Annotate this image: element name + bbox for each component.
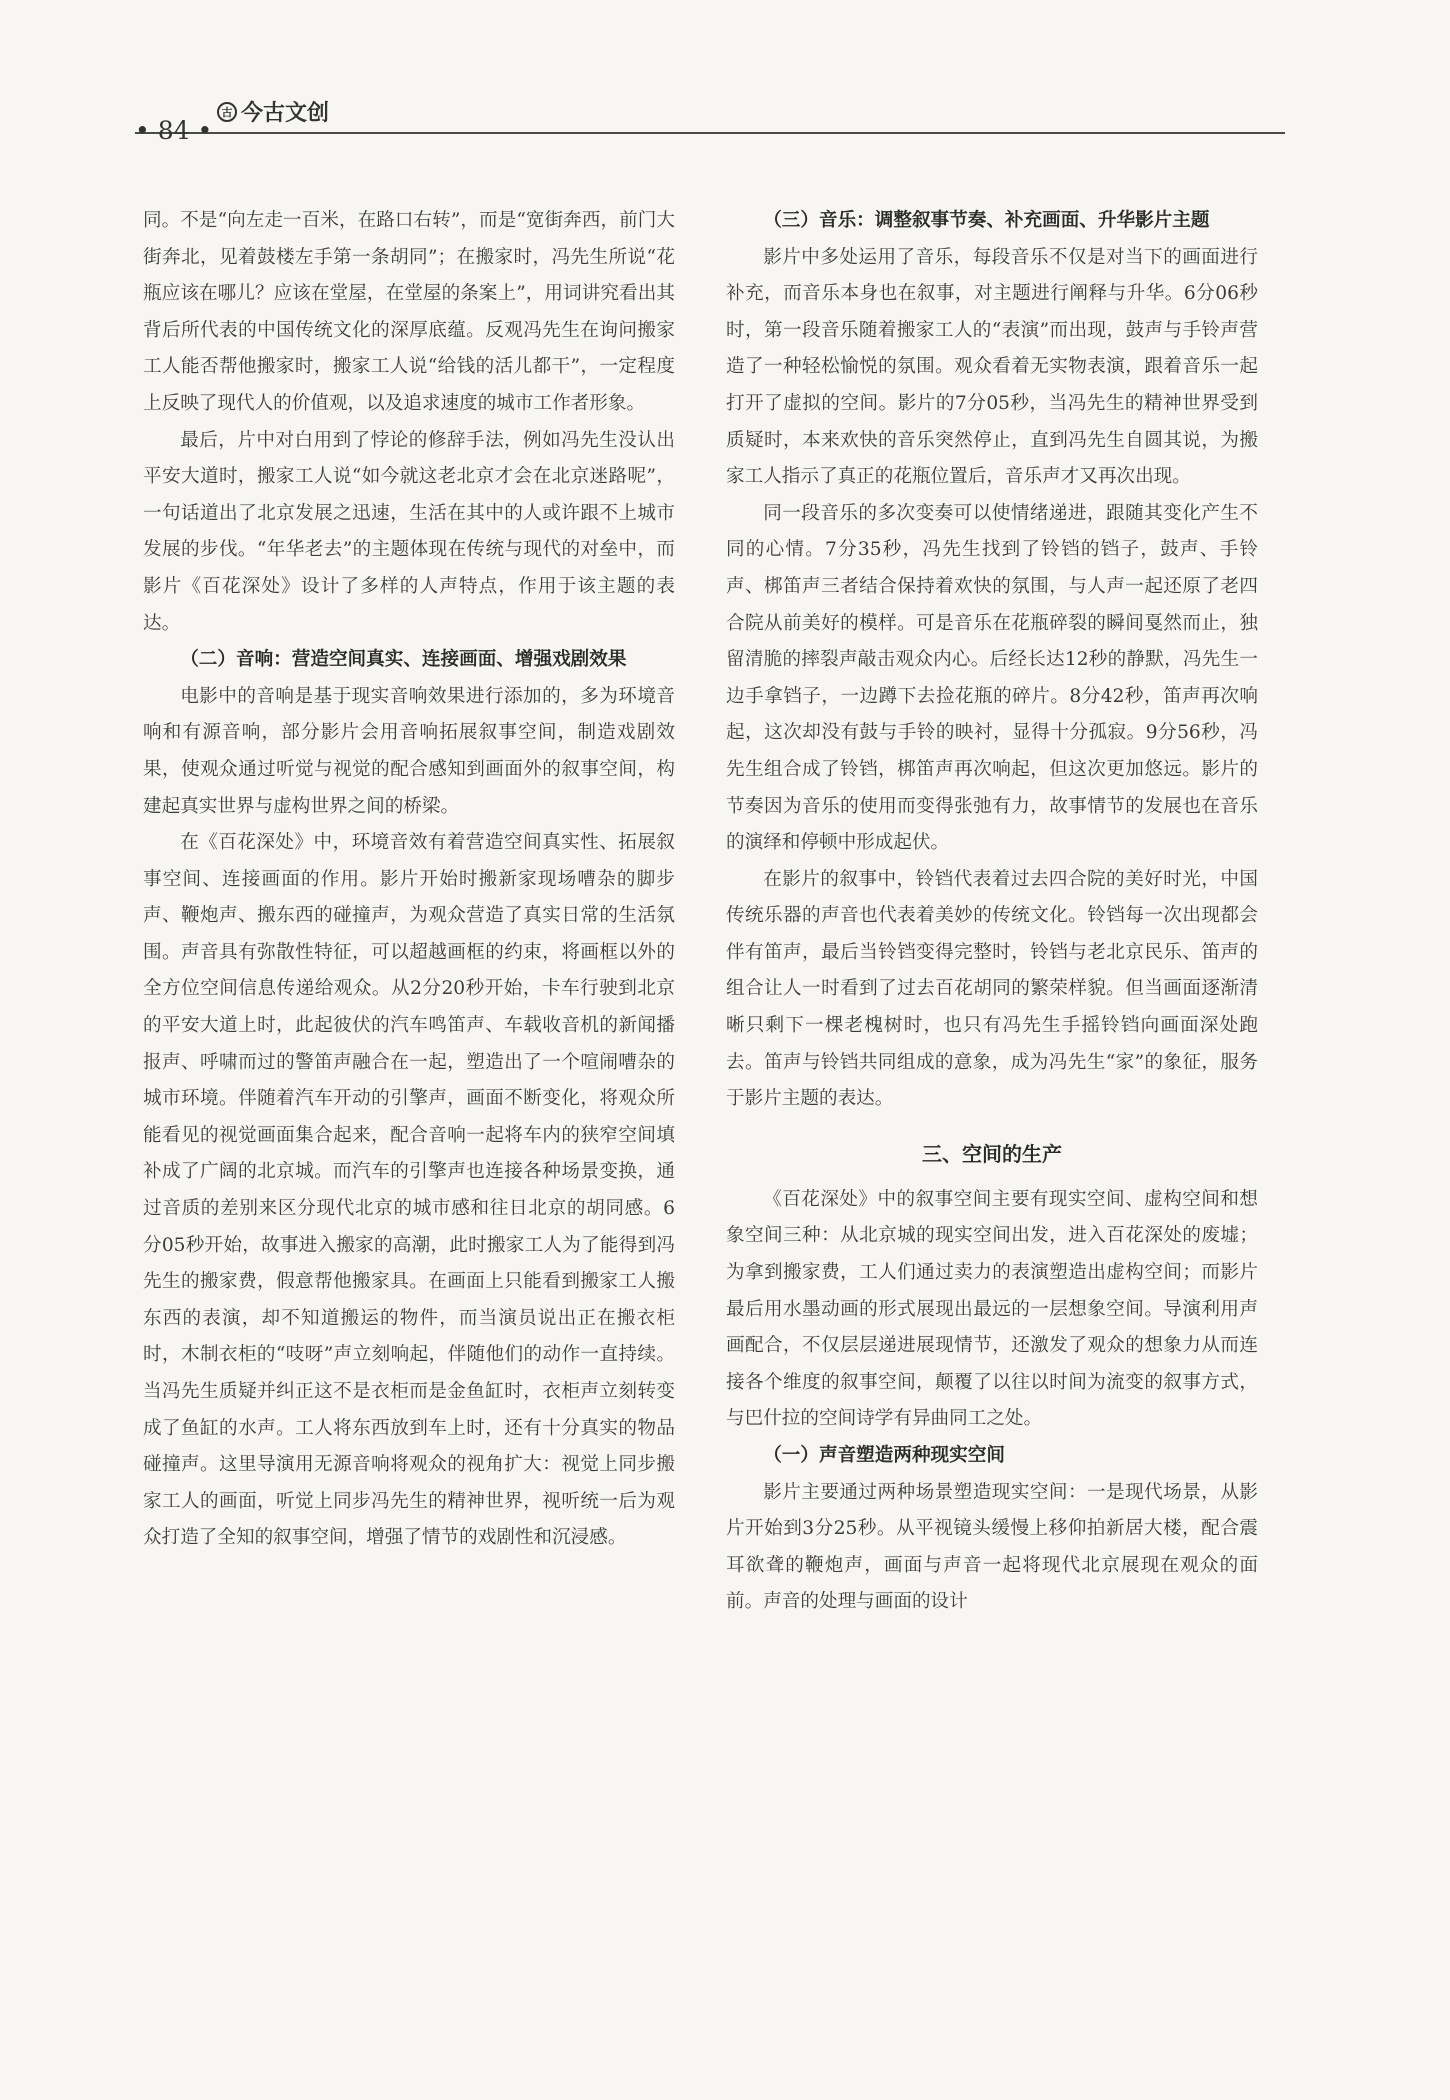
page-header bbox=[135, 92, 1285, 145]
paragraph: 电影中的音响是基于现实音响效果进行添加的，多为环境音响和有源音响，部分影片会用音响拓展叙事空间，制造戏剧效果，使观众通过听觉与视觉的配合感知到画面外的叙事空间，构建起真实世界与虚构世界之间的桥梁。 bbox=[143, 685, 675, 817]
subsection-heading: （二）音响：营造空间真实、连接画面、增强戏剧效果 bbox=[180, 649, 627, 671]
subsection-heading: （一）声音塑造两种现实空间 bbox=[763, 1445, 1005, 1466]
paragraph: 在影片的叙事中，铃铛代表着过去四合院的美好时光，中国传统乐器的声音也代表着美妙的传统文化。铃铛每一次出现都会伴有笛声，最后当铃铛变得完整时，铃铛与老北京民乐、笛声的组合让人一时看到了过去百花胡同的繁荣样貌。但当画面逐渐清晰只剩下一棵老槐树时，也只有冯先生手摇铃铛向画面深处跑去。笛声与铃铛共同组成的意象，成为冯先生“家”的象征，服务于影片主题的表达。 bbox=[726, 868, 1258, 1110]
subsection-heading: （三）音乐：调整叙事节奏、补充画面、升华影片主题 bbox=[763, 210, 1210, 231]
right-column bbox=[726, 203, 1258, 1621]
paragraph: 影片中多处运用了音乐，每段音乐不仅是对当下的画面进行补充，而音乐本身也在叙事，对主题进行阐释与升华。6分06秒时，第一段音乐随着搬家工人的“表演”而出现，鼓声与手铃声营造了一种轻松愉悦的氛围。观众看着无实物表演，跟着音乐一起打开了虚拟的空间。影片的7分05秒，当冯先生的精神世界受到质疑时，本来欢快的音乐突然停止，直到冯先生自圆其说，为搬家工人指示了真正的花瓶位置后，音乐声才又再次出现。 bbox=[726, 246, 1258, 488]
paragraph: 同。不是“向左走一百米，在路口右转”，而是“宽街奔西，前门大街奔北，见着鼓楼左手第一条胡同”；在搬家时，冯先生所说“花瓶应该在哪儿？应该在堂屋，在堂屋的条案上”，用词讲究看出其背后所代表的中国传统文化的深厚底蕴。反观冯先生在询问搬家工人能否帮他搬家时，搬家工人说“给钱的活儿都干”，一定程度上反映了现代人的价值观，以及追求速度的城市工作者形象。 bbox=[143, 210, 675, 414]
journal-logo-icon: 古 bbox=[217, 102, 237, 122]
paragraph: 最后，片中对白用到了悖论的修辞手法，例如冯先生没认出平安大道时，搬家工人说“如今就这老北京才会在北京迷路呢”，一句话道出了北京发展之迅速，生活在其中的人或许跟不上城市发展的步伐。“年华老去”的主题体现在传统与现代的对垒中，而影片《百花深处》设计了多样的人声特点，作用于该主题的表达。 bbox=[143, 429, 675, 634]
section-heading: 三、空间的生产 bbox=[922, 1141, 1062, 1166]
paragraph: 影片主要通过两种场景塑造现实空间：一是现代场景，从影片开始到3分25秒。从平视镜头缓慢上移仰拍新居大楼，配合震耳欲聋的鞭炮声，画面与声音一起将现代北京展现在观众的面前。声音的处理与画面的设计 bbox=[726, 1481, 1258, 1613]
left-column bbox=[143, 203, 675, 1557]
journal-title bbox=[217, 96, 329, 127]
paragraph: 在《百花深处》中，环境音效有着营造空间真实性、拓展叙事空间、连接画面的作用。影片开始时搬新家现场嘈杂的脚步声、鞭炮声、搬东西的碰撞声，为观众营造了真实日常的生活氛围。声音具有弥散性特征，可以超越画框的约束，将画框以外的全方位空间信息传递给观众。从2分20秒开始，卡车行驶到北京的平安大道上时，此起彼伏的汽车鸣笛声、车载收音机的新闻播报声、呼啸而过的警笛声融合在一起，塑造出了一个喧闹嘈杂的城市环境。伴随着汽车开动的引擎声，画面不断变化，将观众所能看见的视觉画面集合起来，配合音响一起将车内的狭窄空间填补成了广阔的北京城。而汽车的引擎声也连接各种场景变换，通过音质的差别来区分现代北京的城市感和往日北京的胡同感。6分05秒开始，故事进入搬家的高潮，此时搬家工人为了能得到冯先生的搬家费，假意帮他搬家具。在画面上只能看到搬家工人搬东西的表演，却不知道搬运的物件，而当演员说出正在搬衣柜时，木制衣柜的“吱呀”声立刻响起，伴随他们的动作一直持续。当冯先生质疑并纠正这不是衣柜而是金鱼缸时，衣柜声立刻转变成了鱼缸的水声。工人将东西放到车上时，还有十分真实的物品碰撞声。这里导演用无源音响将观众的视角扩大：视觉上同步搬家工人的画面，听觉上同步冯先生的精神世界，视听统一后为观众打造了全知的叙事空间，增强了情节的戏剧性和沉浸感。 bbox=[143, 832, 675, 1549]
paragraph: 《百花深处》中的叙事空间主要有现实空间、虚构空间和想象空间三种：从北京城的现实空间出发，进入百花深处的废墟；为拿到搬家费，工人们通过卖力的表演塑造出虚构空间；而影片最后用水墨动画的形式展现出最远的一层想象空间。导演利用声画配合，不仅层层递进展现情节，还激发了观众的想象力从而连接各个维度的叙事空间，颠覆了以往以时间为流变的叙事方式，与巴什拉的空间诗学有异曲同工之处。 bbox=[726, 1188, 1258, 1430]
paragraph: 同一段音乐的多次变奏可以使情绪递进，跟随其变化产生不同的心情。7分35秒，冯先生找到了铃铛的铛子，鼓声、手铃声、梆笛声三者结合保持着欢快的氛围，与人声一起还原了老四合院从前美好的模样。可是音乐在花瓶碎裂的瞬间戛然而止，独留清脆的摔裂声敲击观众内心。后经长达12秒的静默，冯先生一边手拿铛子，一边蹲下去捡花瓶的碎片。8分42秒，笛声再次响起，这次却没有鼓与手铃的映衬，显得十分孤寂。9分56秒，冯先生组合成了铃铛，梆笛声再次响起，但这次更加悠远。影片的节奏因为音乐的使用而变得张弛有力，故事情节的发展也在音乐的演绎和停顿中形成起伏。 bbox=[726, 502, 1258, 854]
journal-name: 今古文创 bbox=[241, 101, 330, 126]
page-number: • 84 • bbox=[135, 116, 213, 145]
